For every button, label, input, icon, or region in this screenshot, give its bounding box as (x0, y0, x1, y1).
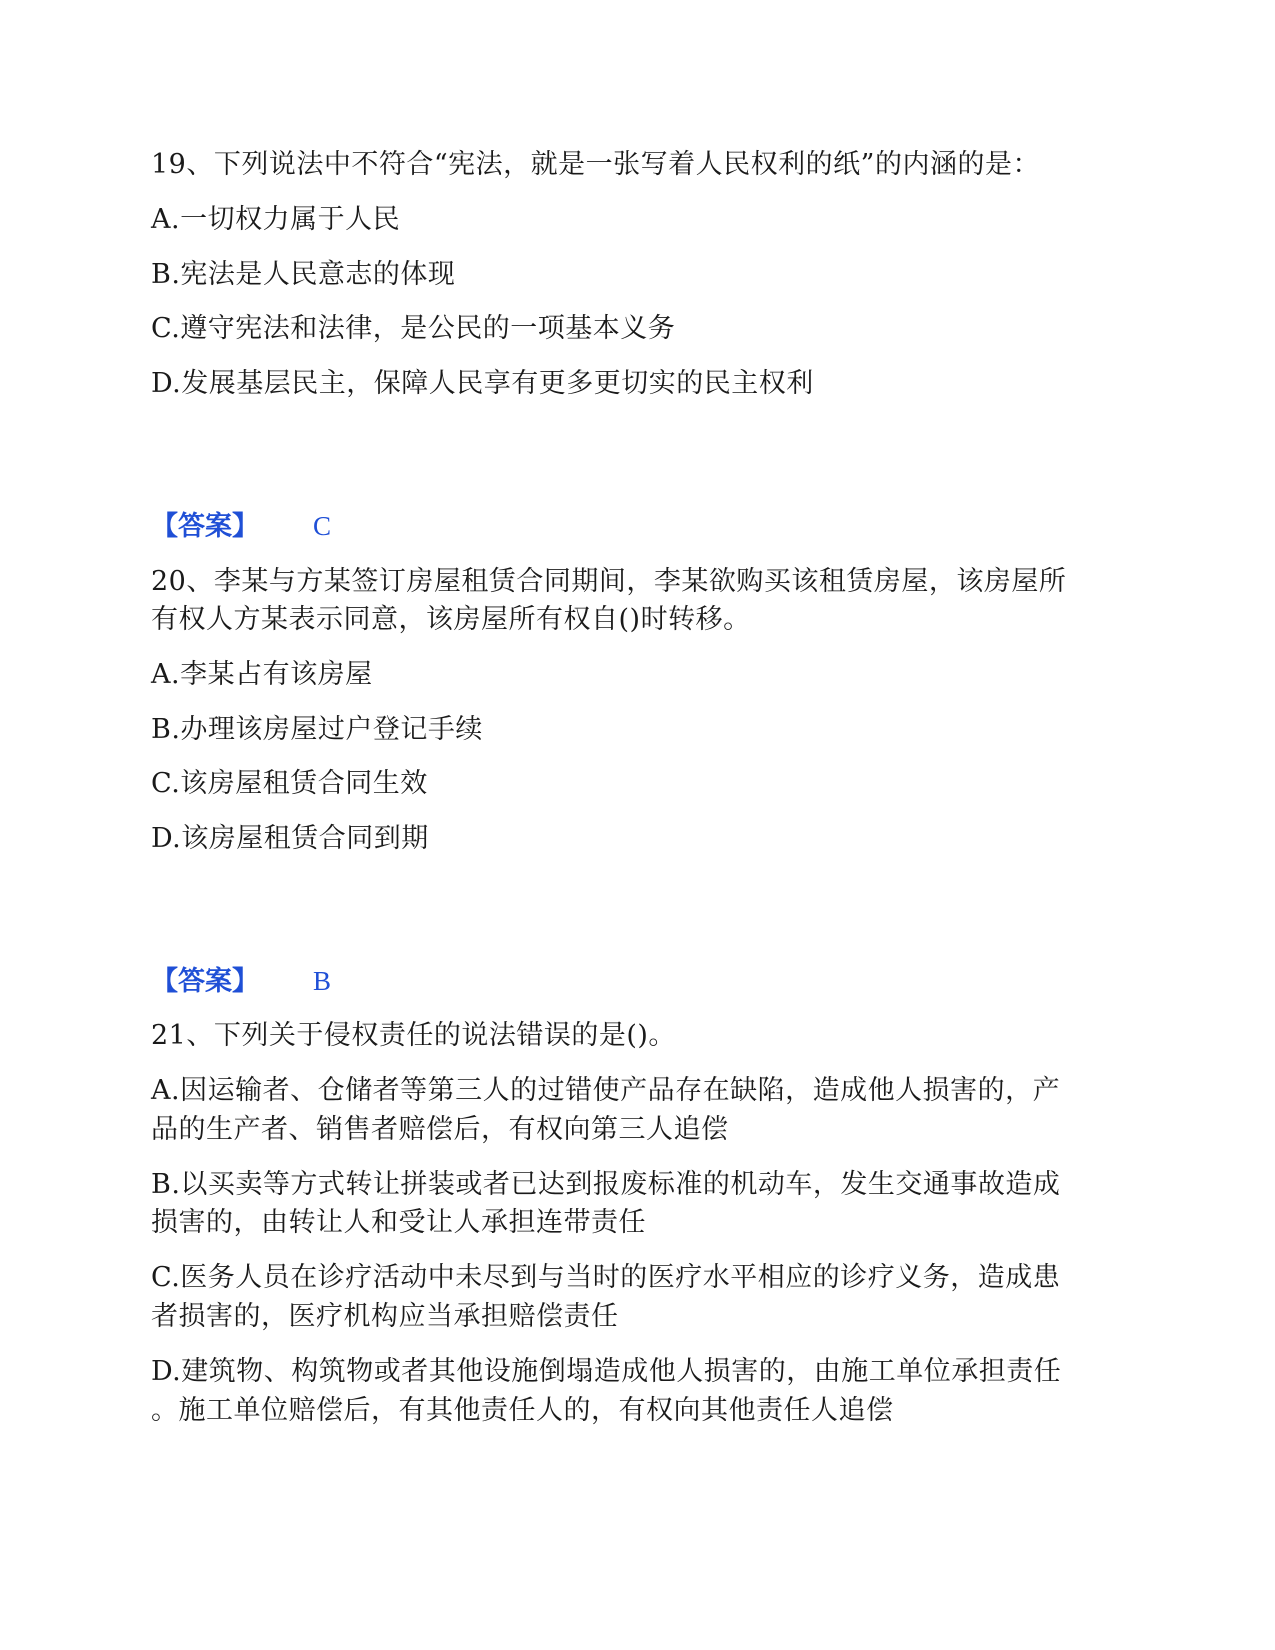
question-19-option-d: D.发展基层民主，保障人民享有更多更切实的民主权利 (151, 368, 814, 399)
question-21-option-c-line-2: 者损害的，医疗机构应当承担赔偿责任 (151, 1301, 619, 1332)
question-20-option-c: C.该房屋租赁合同生效 (151, 768, 428, 799)
question-19-stem: 19、下列说法中不符合“宪法，就是一张写着人民权利的纸”的内涵的是： (151, 149, 1040, 180)
question-19-option-a: A.一切权力属于人民 (151, 204, 401, 235)
question-19-answer (151, 506, 331, 547)
question-21-stem: 21、下列关于侵权责任的说法错误的是()。 (151, 1020, 676, 1051)
answer-label: 【答案】 (151, 966, 259, 997)
question-20-option-a: A.李某占有该房屋 (151, 659, 373, 690)
question-21-option-c-line-1: C.医务人员在诊疗活动中未尽到与当时的医疗水平相应的诊疗义务，造成患 (151, 1262, 1061, 1293)
question-20-answer (151, 961, 331, 1002)
answer-value: B (313, 966, 332, 996)
question-21-option-a-line-1: A.因运输者、仓储者等第三人的过错使产品存在缺陷，造成他人损害的，产 (151, 1075, 1061, 1106)
question-20-stem-line-2: 有权人方某表示同意，该房屋所有权自()时转移。 (151, 604, 751, 635)
question-21-option-a-line-2: 品的生产者、销售者赔偿后，有权向第三人追偿 (151, 1114, 729, 1145)
question-21-option-b-line-2: 损害的，由转让人和受让人承担连带责任 (151, 1207, 646, 1238)
question-21-option-d-line-1: D.建筑物、构筑物或者其他设施倒塌造成他人损害的，由施工单位承担责任 (151, 1356, 1062, 1387)
question-19-option-c: C.遵守宪法和法律，是公民的一项基本义务 (151, 313, 676, 344)
answer-label: 【答案】 (151, 511, 259, 542)
question-20-stem-line-1: 20、李某与方某签订房屋租赁合同期间，李某欲购买该租赁房屋，该房屋所 (151, 566, 1067, 597)
question-20-option-b: B.办理该房屋过户登记手续 (151, 714, 483, 745)
question-21-option-b-line-1: B.以买卖等方式转让拼装或者已达到报废标准的机动车，发生交通事故造成 (151, 1169, 1061, 1200)
question-21-option-d-line-2: 。施工单位赔偿后，有其他责任人的，有权向其他责任人追偿 (151, 1395, 894, 1426)
question-19-option-b: B.宪法是人民意志的体现 (151, 259, 456, 290)
answer-value: C (313, 511, 332, 541)
question-20-option-d: D.该房屋租赁合同到期 (151, 823, 429, 854)
